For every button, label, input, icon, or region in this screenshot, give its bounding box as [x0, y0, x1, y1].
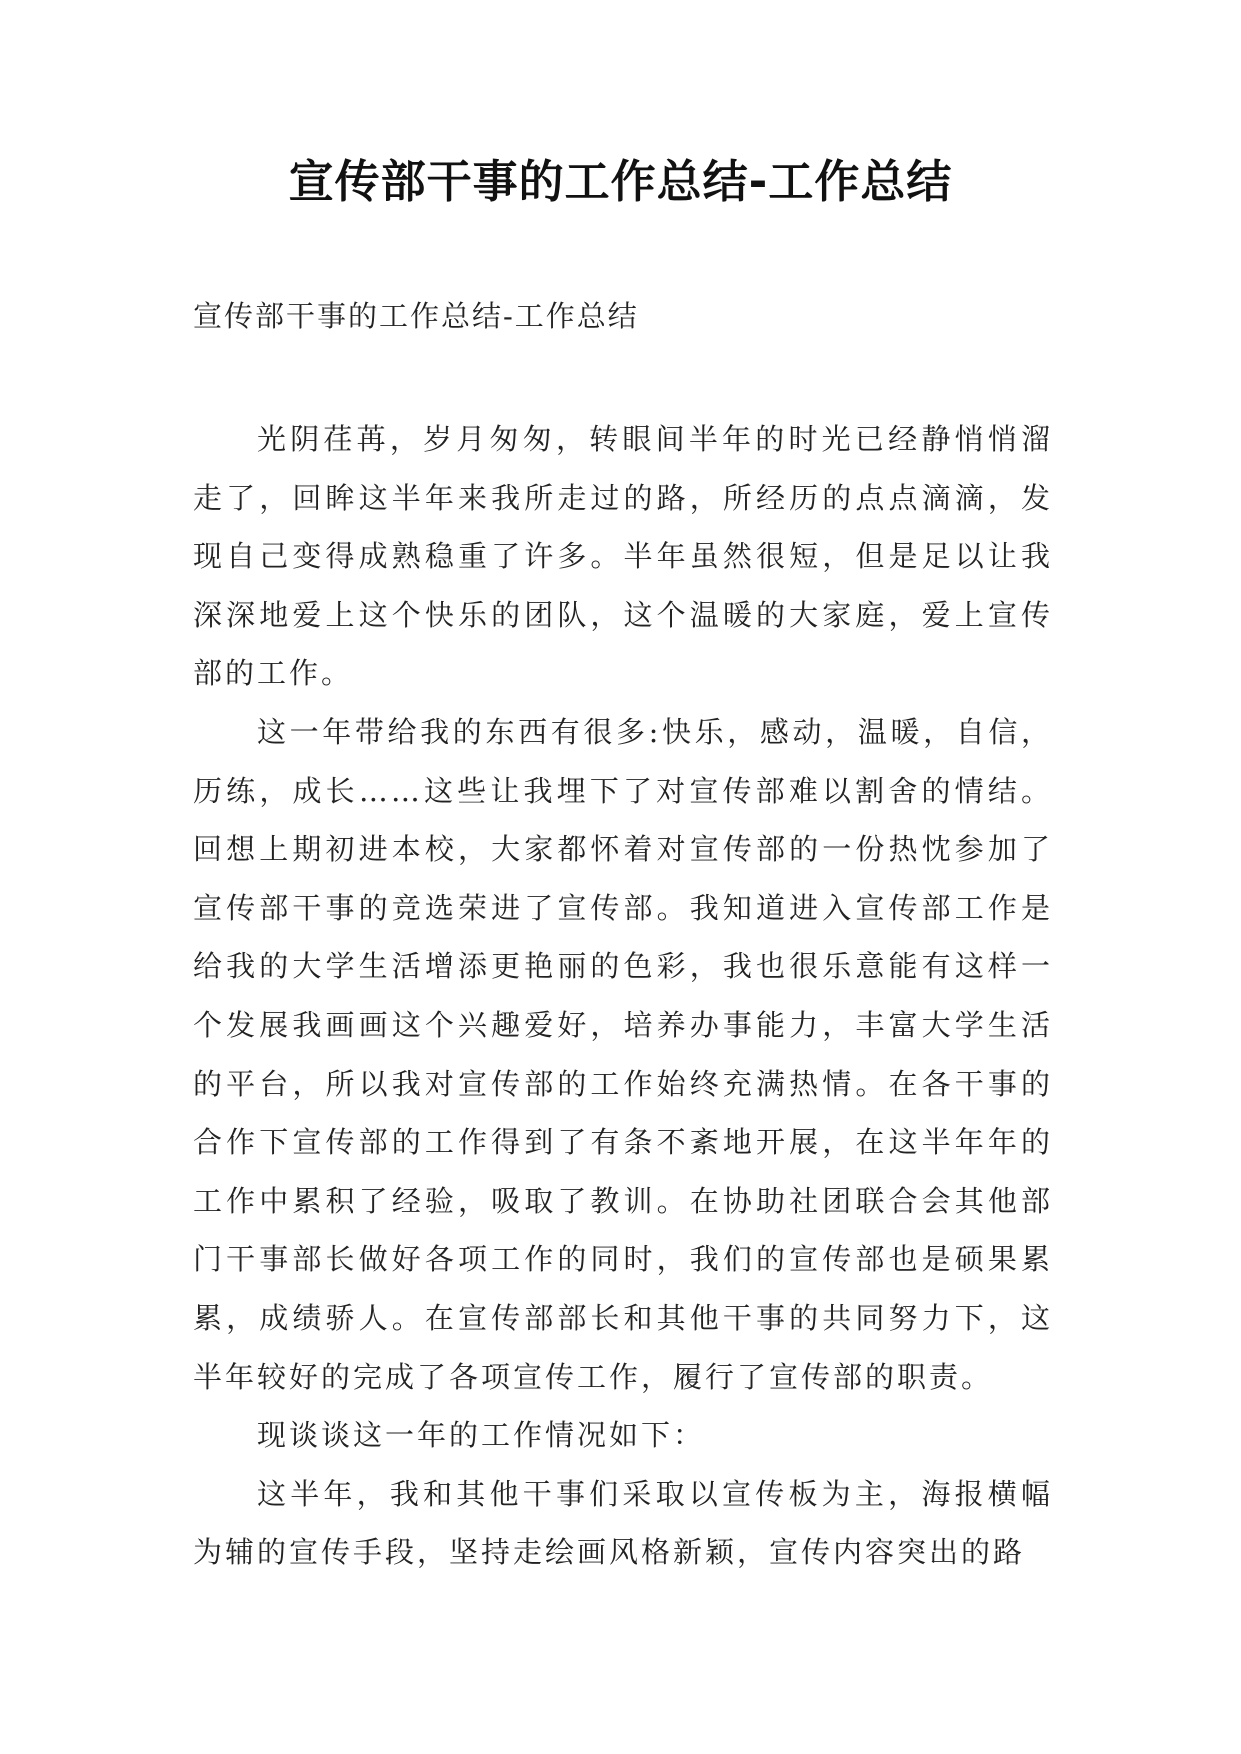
document-title: 宣传部干事的工作总结-工作总结 — [288, 155, 953, 208]
body-paragraph: 这一年带给我的东西有很多:快乐，感动，温暖，自信，历练，成长……这些让我埋下了对宣传部难以割舍的情结。回想上期初进本校，大家都怀着对宣传部的一份热忱参加了宣传部干事的竞选荣进了宣传部。我知道进入宣传部工作是给我的大学生活增添更艳丽的色彩，我也很乐意能有这样一个发展我画画这个兴趣爱好，培养办事能力，丰富大学生活的平台，所以我对宣传部的工作始终充满热情。在各干事的合作下宣传部的工作得到了有条不紊地开展，在这半年年的工作中累积了经验，吸取了教训。在协助社团联合会其他部门干事部长做好各项工作的同时，我们的宣传部也是硕果累累，成绩骄人。在宣传部部长和其他干事的共同努力下，这半年较好的完成了各项宣传工作，履行了宣传部的职责。 — [193, 714, 1053, 1394]
body-paragraph: 光阴荏苒，岁月匆匆，转眼间半年的时光已经静悄悄溜走了，回眸这半年来我所走过的路，所经历的点点滴滴，发现自己变得成熟稳重了许多。半年虽然很短，但是足以让我深深地爱上这个快乐的团队，这个温暖的大家庭，爱上宣传部的工作。 — [193, 422, 1053, 691]
document-body — [193, 410, 1053, 1582]
body-paragraph: 现谈谈这一年的工作情况如下： — [257, 1418, 706, 1453]
document-subtitle: 宣传部干事的工作总结-工作总结 — [193, 299, 639, 333]
body-paragraph: 这半年，我和其他干事们采取以宣传板为主，海报横幅为辅的宣传手段，坚持走绘画风格新颖，宣传内容突出的路 — [193, 1476, 1053, 1570]
